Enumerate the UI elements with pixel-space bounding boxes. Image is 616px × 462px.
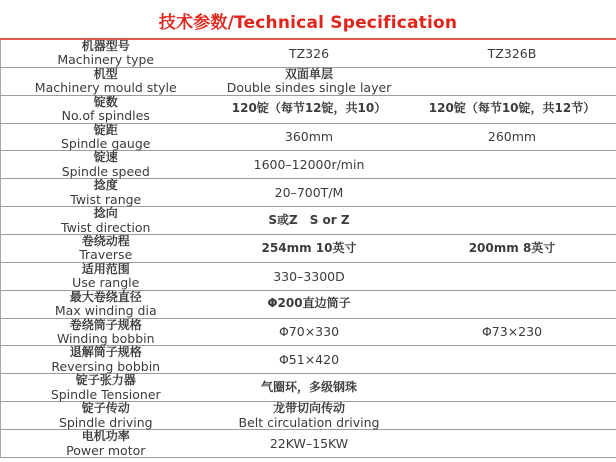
row-value-primary xyxy=(211,179,408,207)
row-value-secondary xyxy=(408,151,616,179)
row-label xyxy=(1,95,211,123)
row-value-primary-line: Φ51×420 xyxy=(278,352,340,368)
table-row xyxy=(1,402,616,430)
row-value-primary xyxy=(211,290,408,318)
table-row xyxy=(1,262,616,290)
row-value-primary-line: 22KW–15KW xyxy=(269,435,349,451)
row-label xyxy=(1,262,211,290)
row-value-secondary-line: 200mm 8英寸 xyxy=(468,240,556,255)
row-value-secondary-line: Φ73×230 xyxy=(481,324,543,340)
row-label-en: Reversing bobbin xyxy=(51,358,161,374)
row-label-en: Traverse xyxy=(79,247,133,263)
row-value-primary-line: Φ70×330 xyxy=(278,324,340,340)
row-label-en: Machinery mould style xyxy=(34,80,177,96)
row-value-secondary xyxy=(408,67,616,95)
table-row xyxy=(1,374,616,402)
row-value-secondary xyxy=(408,207,616,235)
table-row xyxy=(1,123,616,151)
row-value-primary xyxy=(211,430,408,458)
row-value-secondary xyxy=(408,346,616,374)
row-label-en: No.of spindles xyxy=(61,108,150,124)
row-value-primary xyxy=(211,123,408,151)
row-label-zh: 锭数 xyxy=(93,94,118,109)
row-label-zh: 机型 xyxy=(93,66,118,81)
row-label-zh: 锭速 xyxy=(93,150,118,165)
row-value-primary xyxy=(211,207,408,235)
row-label xyxy=(1,123,211,151)
row-label xyxy=(1,318,211,346)
row-label xyxy=(1,67,211,95)
row-label-en: Twist direction xyxy=(61,219,151,235)
row-value-primary xyxy=(211,318,408,346)
row-value-primary-line: 气圈环，多级钢珠 xyxy=(260,380,357,395)
row-label-zh: 卷绕动程 xyxy=(81,234,130,249)
row-label-en: Use rangle xyxy=(72,275,140,291)
row-value-primary xyxy=(211,402,408,430)
row-value-primary xyxy=(211,346,408,374)
row-label-en: Spindle speed xyxy=(61,163,150,179)
row-label xyxy=(1,207,211,235)
row-value-primary xyxy=(211,374,408,402)
row-value-secondary xyxy=(408,430,616,458)
table-row xyxy=(1,235,616,263)
table-row xyxy=(1,290,616,318)
row-value-secondary xyxy=(408,40,616,67)
table-row xyxy=(1,95,616,123)
row-value-secondary-line: 120锭（每节10锭，共12节） xyxy=(428,101,596,116)
row-label xyxy=(1,151,211,179)
row-label-zh: 电机功率 xyxy=(81,429,130,444)
row-value-primary xyxy=(211,235,408,263)
row-label-zh: 锭距 xyxy=(93,122,118,137)
row-value-primary-line: 1600–12000r/min xyxy=(253,157,365,173)
row-label-zh: 适用范围 xyxy=(81,261,130,276)
row-label-zh: 最大卷绕直径 xyxy=(69,289,142,304)
row-label-zh: 退解筒子规格 xyxy=(69,345,142,360)
title-bar xyxy=(0,0,616,40)
table-row xyxy=(1,207,616,235)
table-row xyxy=(1,318,616,346)
spec-table xyxy=(0,40,616,458)
row-label xyxy=(1,290,211,318)
row-label-zh: 捻向 xyxy=(93,206,118,221)
row-label xyxy=(1,374,211,402)
row-value-secondary xyxy=(408,235,616,263)
row-value-secondary-line: 260mm xyxy=(487,129,537,145)
row-value-secondary xyxy=(408,290,616,318)
row-label-zh: 锭子张力器 xyxy=(75,373,136,388)
table-row xyxy=(1,67,616,95)
row-value-secondary xyxy=(408,374,616,402)
row-label-en: Spindle gauge xyxy=(61,136,151,151)
row-value-primary-line: 254mm 10英寸 xyxy=(261,240,357,255)
table-row xyxy=(1,346,616,374)
row-value-primary-line: 360mm xyxy=(284,129,334,145)
row-label xyxy=(1,402,211,430)
row-value-primary xyxy=(211,262,408,290)
row-label xyxy=(1,346,211,374)
row-value-primary-line: TZ326 xyxy=(288,45,330,61)
row-value-secondary-line: TZ326B xyxy=(487,45,537,61)
row-label xyxy=(1,430,211,458)
page-title: 技术参数/Technical Specification xyxy=(158,12,458,33)
row-value-primary xyxy=(211,151,408,179)
row-label-zh: 锭子传动 xyxy=(81,401,130,416)
row-value-secondary xyxy=(408,95,616,123)
row-value-secondary xyxy=(408,318,616,346)
table-row xyxy=(1,179,616,207)
row-label-en: Power motor xyxy=(66,442,146,458)
row-value-primary-line: Φ200直边筒子 xyxy=(267,296,351,311)
row-value-primary-line: 20–700T/M xyxy=(274,185,344,201)
row-label-en: Winding bobbin xyxy=(56,331,155,347)
row-value-secondary xyxy=(408,123,616,151)
row-value-primary-line: Double sindes single layer xyxy=(226,80,392,96)
row-value-secondary xyxy=(408,262,616,290)
row-label-en: Max winding dia xyxy=(54,303,157,319)
row-value-primary-line: S或Z S or Z xyxy=(268,212,350,227)
row-value-secondary xyxy=(408,402,616,430)
row-label-zh: 卷绕筒子规格 xyxy=(69,317,142,332)
row-value-primary-line: 龙带切向传动 xyxy=(272,401,345,416)
row-label-en: Spindle driving xyxy=(58,414,153,430)
row-value-primary xyxy=(211,95,408,123)
row-label-en: Twist range xyxy=(70,191,142,207)
table-row xyxy=(1,430,616,458)
row-label xyxy=(1,235,211,263)
row-value-secondary xyxy=(408,179,616,207)
row-value-primary xyxy=(211,67,408,95)
row-value-primary-line: 120锭（每节12锭，共10） xyxy=(231,101,387,116)
row-label xyxy=(1,40,211,67)
row-label xyxy=(1,179,211,207)
row-value-primary-line: 双面单层 xyxy=(284,66,333,81)
row-label-zh: 机器型号 xyxy=(81,39,130,54)
row-value-primary xyxy=(211,40,408,67)
row-value-primary-line: 330–3300D xyxy=(273,268,345,284)
table-row xyxy=(1,40,616,67)
row-label-en: Spindle Tensioner xyxy=(50,386,161,402)
row-label-zh: 捻度 xyxy=(93,178,118,193)
table-row xyxy=(1,151,616,179)
row-value-primary-line: Belt circulation driving xyxy=(238,414,380,430)
row-label-en: Machinery type xyxy=(57,52,155,68)
